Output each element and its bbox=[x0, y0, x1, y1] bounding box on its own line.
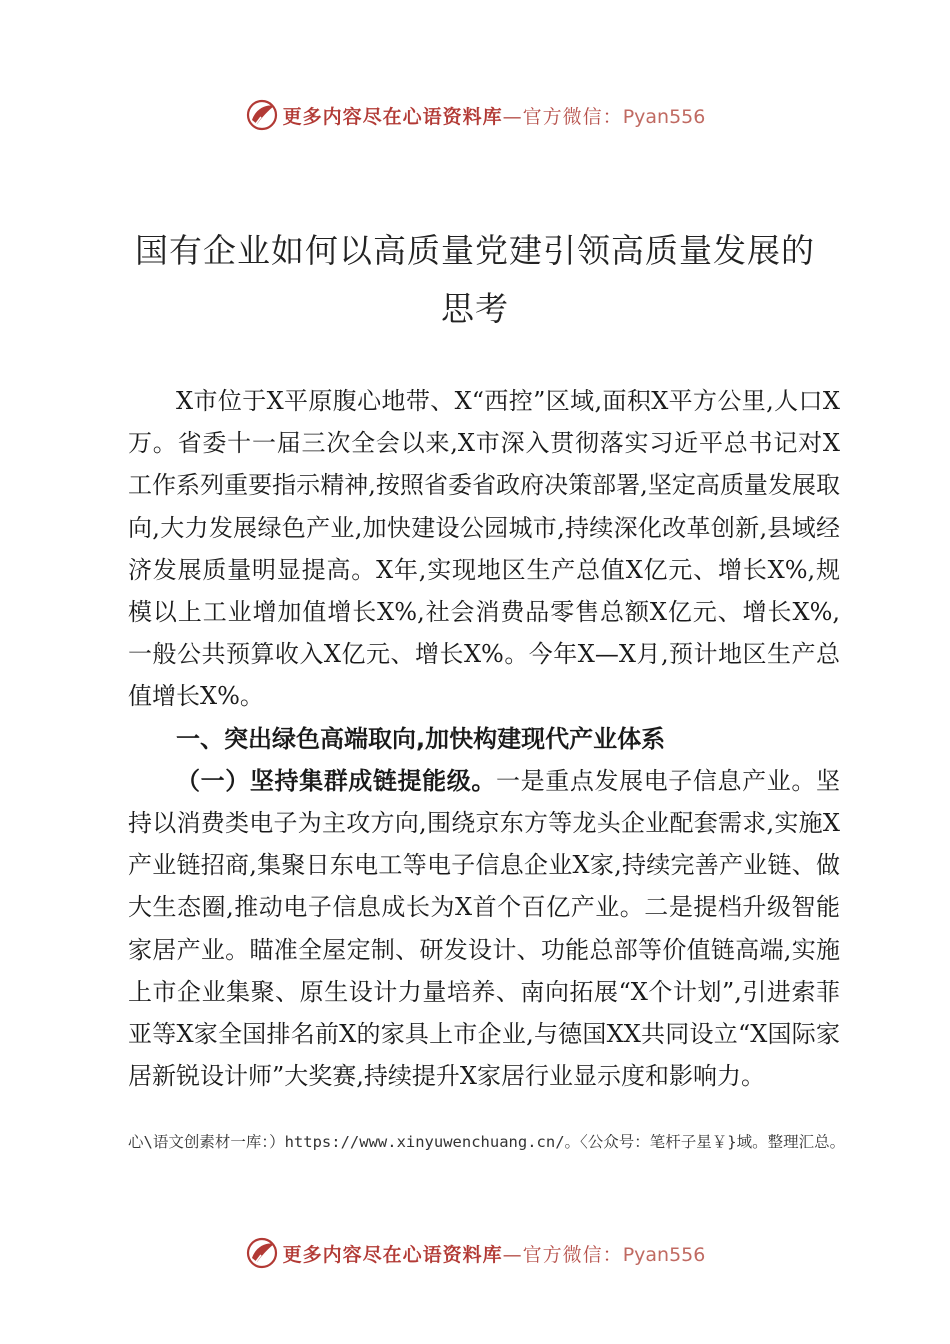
document-body bbox=[128, 380, 840, 1097]
pen-logo-icon bbox=[245, 1236, 279, 1270]
subsection-body: 一是重点发展电子信息产业。坚持以消费类电子为主攻方向,围绕京东方等龙头企业配套需求,实施X产业链招商,集聚日东电工等电子信息企业X家,持续完善产业链、做大生态圈,推动电子信息成长为X首个百亿产业。二是提档升级智能家居产业。瞄准全屋定制、研发设计、功能总部等价值链高端,实施上市企业集聚、原生设计力量培养、南向拓展“X个计划”,引进索菲亚等X家全国排名前X的家具上市企业,与德国XX共同设立“X国际家居新锐设计师”大奖赛,持续提升X家居行业显示度和影响力。 bbox=[128, 766, 840, 1091]
banner-label: 官方微信： bbox=[522, 105, 623, 128]
subsection-paragraph-1 bbox=[128, 760, 840, 1098]
header-banner bbox=[0, 95, 950, 135]
footer-banner bbox=[0, 1233, 950, 1273]
banner-wechat-id: Pyan556 bbox=[622, 105, 706, 128]
banner-brand: 更多内容尽在心语资料库 bbox=[282, 105, 503, 128]
banner-separator: — bbox=[502, 1243, 523, 1266]
banner-wechat-id: Pyan556 bbox=[622, 1243, 706, 1266]
pen-logo-icon bbox=[245, 98, 279, 132]
subsection-lead: （一）坚持集群成链提能级。 bbox=[176, 766, 496, 795]
banner-label: 官方微信： bbox=[522, 1243, 623, 1266]
document-title bbox=[110, 222, 840, 338]
banner-separator: — bbox=[502, 105, 523, 128]
title-line-2: 思考 bbox=[441, 289, 509, 328]
intro-paragraph: X市位于X平原腹心地带、X“西控”区域,面积X平方公里,人口X万。省委十一届三次全会以来,X市深入贯彻落实习近平总书记对X工作系列重要指示精神,按照省委省政府决策部署,坚定高质量发展取向,大力发展绿色产业,加快建设公园城市,持续深化改革创新,县域经济发展质量明显提高。X年,实现地区生产总值X亿元、增长X%,规模以上工业增加值增长X%,社会消费品零售总额X亿元、增长X%,一般公共预算收入X亿元、增长X%。今年X—X月,预计地区生产总值增长X%。 bbox=[128, 387, 840, 711]
banner-text bbox=[283, 102, 706, 129]
banner-brand: 更多内容尽在心语资料库 bbox=[282, 1243, 503, 1266]
section-heading-1: 一、突出绿色高端取向,加快构建现代产业体系 bbox=[176, 724, 666, 753]
title-line-1: 国有企业如何以高质量党建引领高质量发展的 bbox=[135, 231, 815, 270]
source-footnote: 心\语文创素材一库：）https://www.xinyuwenchuang.cn/。〈公众号：笔杆子星￥}域。整理汇总。 bbox=[128, 1133, 846, 1151]
banner-text bbox=[283, 1240, 706, 1267]
